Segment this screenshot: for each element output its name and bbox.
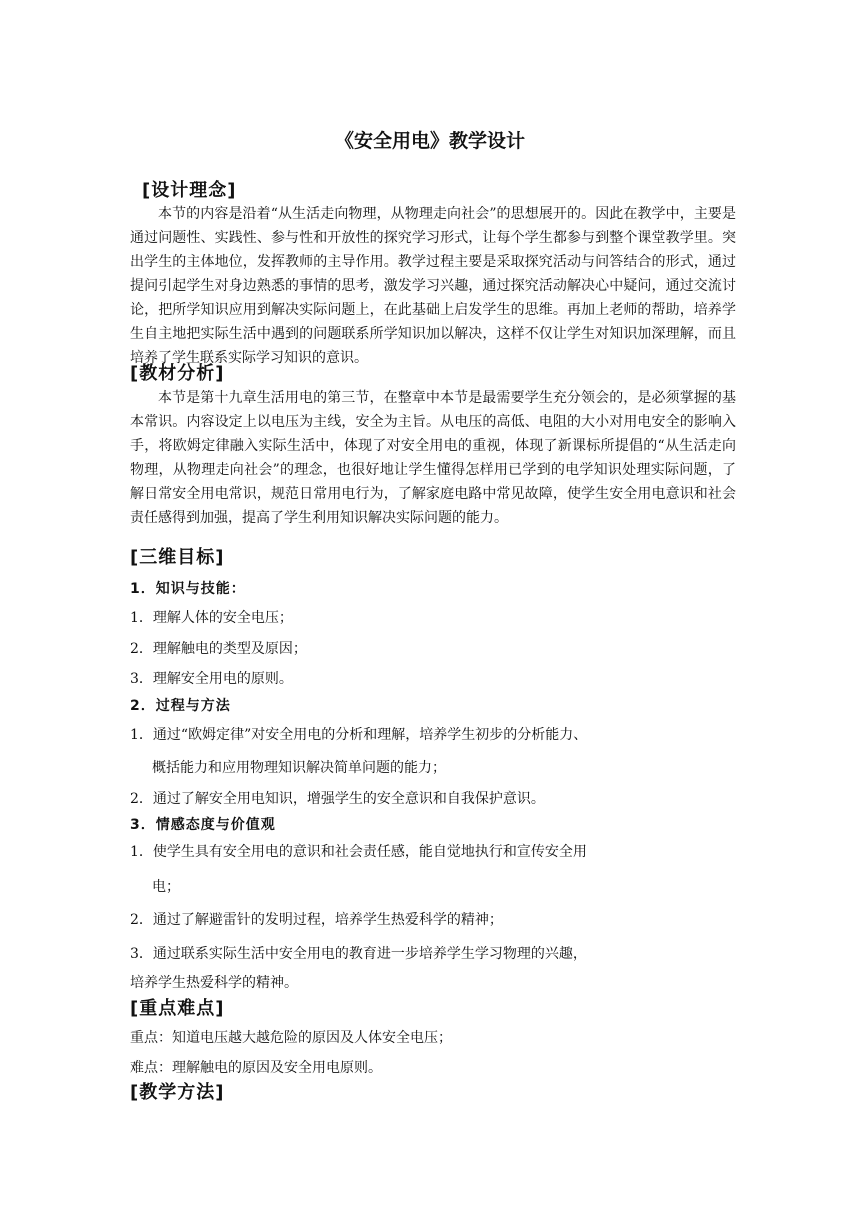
emotion-item-continuation: 电； [152, 879, 180, 895]
knowledge-item: 3．理解安全用电的原则。 [130, 671, 293, 687]
paragraph-material-analysis: 本节是第十九章生活用电的第三节，在整章中本节是最需要学生充分领会的，是必须掌握的基本常识。内容设定上以电压为主线，安全为主旨。从电压的高低、电阻的大小对用电安全的影响入手，将欧姆定律融入实际生活中，体现了对安全用电的重视，体现了新课标所提倡的“从生活走向物理，从物理走向社会”的理念，也很好地让学生懂得怎样用已学到的电学知识处理实际问题，了解日常安全用电常识，规范日常用电行为，了解家庭电路中常见故障，使学生安全用电意识和社会责任感得到加强，提高了学生利用知识解决实际问题的能力。 [130, 390, 736, 526]
emotion-item: 3．通过联系实际生活中安全用电的教育进一步培养学生学习物理的兴趣， [130, 946, 587, 962]
heading-key-points: [重点难点] [130, 998, 225, 1019]
subheading-emotion-values: 3．情感态度与价值观 [130, 817, 276, 833]
difficult-point: 难点：理解触电的原因及安全用电原则。 [130, 1060, 382, 1076]
subheading-process-method: 2．过程与方法 [130, 698, 231, 714]
process-item: 1．通过“欧姆定律”对安全用电的分析和理解，培养学生初步的分析能力、 [130, 727, 588, 743]
document-title: 《安全用电》教学设计 [334, 130, 525, 152]
emotion-item: 2．通过了解避雷针的发明过程，培养学生热爱科学的精神； [130, 912, 503, 928]
knowledge-item: 1．理解人体的安全电压； [130, 610, 293, 626]
emotion-item: 1．使学生具有安全用电的意识和社会责任感，能自觉地执行和宣传安全用 [130, 844, 587, 860]
process-item: 2．通过了解安全用电知识，增强学生的安全意识和自我保护意识。 [130, 791, 545, 807]
heading-methods: [教学方法] [130, 1082, 225, 1103]
emotion-item-continuation: 培养学生热爱科学的精神。 [130, 975, 298, 991]
heading-material-analysis: [教材分析] [130, 363, 225, 384]
subheading-knowledge-skills: 1．知识与技能： [130, 581, 246, 597]
key-point: 重点：知道电压越大越危险的原因及人体安全电压； [130, 1030, 452, 1046]
process-item-continuation: 概括能力和应用物理知识解决简单问题的能力； [152, 760, 446, 776]
heading-goals: [三维目标] [130, 547, 225, 568]
paragraph-design-concept: 本节的内容是沿着“从生活走向物理，从物理走向社会”的思想展开的。因此在教学中，主要是通过问题性、实践性、参与性和开放性的探究学习形式，让每个学生都参与到整个课堂教学里。突出学生的主体地位，发挥教师的主导作用。教学过程主要是采取探究活动与问答结合的形式，通过提问引起学生对身边熟悉的事情的思考，激发学习兴趣，通过探究活动解决心中疑问，通过交流讨论，把所学知识应用到解决实际问题上，在此基础上启发学生的思维。再加上老师的帮助，培养学生自主地把实际生活中遇到的问题联系所学知识加以解决，这样不仅让学生对知识加深理解，而且培养了学生联系实际学习知识的意识。 [130, 206, 736, 366]
heading-design-concept: [设计理念] [142, 180, 237, 201]
knowledge-item: 2．理解触电的类型及原因； [130, 641, 307, 657]
